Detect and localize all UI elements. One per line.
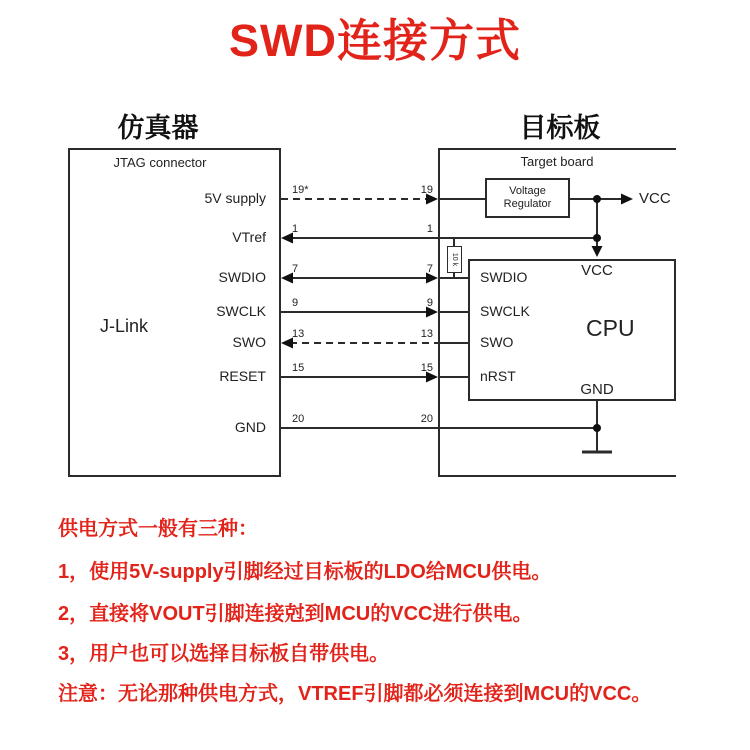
pin-num-right-7: 7 <box>426 263 433 275</box>
pin-num-left-15: 15 <box>292 362 305 374</box>
pin-label-vtref: VTref <box>232 229 266 245</box>
note-intro: 供电方式一般有三种： <box>58 518 258 540</box>
pin-num-right-1: 1 <box>426 223 433 235</box>
cpu-pin-swo: SWO <box>480 334 514 350</box>
jlink-label: J-Link <box>100 316 149 336</box>
cpu-pin-swclk: SWCLK <box>480 303 530 319</box>
pin-num-left-19: 19* <box>292 184 309 196</box>
pin-num-right-13: 13 <box>420 328 433 340</box>
target-board-header: 目标板 <box>519 113 601 143</box>
page-title: SWD连接方式 <box>229 15 521 66</box>
cpu-gnd-label: GND <box>580 381 614 398</box>
target-board-label: Target board <box>520 154 594 169</box>
note-item3: 3，用户也可以选择目标板自带供电。 <box>58 643 390 665</box>
pin-num-right-19: 19 <box>420 184 433 196</box>
pin-num-right-15: 15 <box>420 362 433 374</box>
pin-num-right-20: 20 <box>420 413 433 425</box>
note-item1: 1，使用5V-supply引脚经过目标板的LDO给MCU供电。 <box>58 561 552 583</box>
pin-label-swclk: SWCLK <box>216 303 266 319</box>
pullup-resistor <box>447 246 462 273</box>
pin-label-swdio: SWDIO <box>218 269 266 285</box>
emulator-header: 仿真器 <box>117 113 199 143</box>
cpu-name-label: CPU <box>586 315 635 341</box>
pin-num-left-9: 9 <box>292 297 299 309</box>
cpu-vcc-label: VCC <box>581 262 613 279</box>
note-item2: 2，直接将VOUT引脚连接尅到MCU的VCC进行供电。 <box>58 603 533 625</box>
voltage-regulator-label-line1: Voltage <box>509 185 546 197</box>
voltage-regulator-box <box>485 178 570 218</box>
pin-num-left-13: 13 <box>292 328 305 340</box>
pin-num-right-9: 9 <box>426 297 433 309</box>
pin-label-swo: SWO <box>232 334 266 350</box>
note-warning: 注意：无论那种供电方式，VTREF引脚都必须连接到MCU的VCC。 <box>58 683 652 705</box>
pin-label-reset: RESET <box>219 368 266 384</box>
pin-label-gnd: GND <box>234 419 266 435</box>
pullup-resistor-value: 10 k <box>451 252 459 267</box>
pin-label-5v-supply: 5V supply <box>204 190 266 206</box>
vcc-output-label: VCC <box>639 190 671 207</box>
voltage-regulator-label-line2: Regulator <box>503 198 552 210</box>
pin-num-left-1: 1 <box>292 223 299 235</box>
cpu-pin-swdio: SWDIO <box>480 269 528 285</box>
pin-num-left-20: 20 <box>292 413 305 425</box>
pin-num-left-7: 7 <box>292 263 299 275</box>
cpu-pin-nrst: nRST <box>480 368 516 384</box>
jtag-connector-label: JTAG connector <box>113 155 207 170</box>
